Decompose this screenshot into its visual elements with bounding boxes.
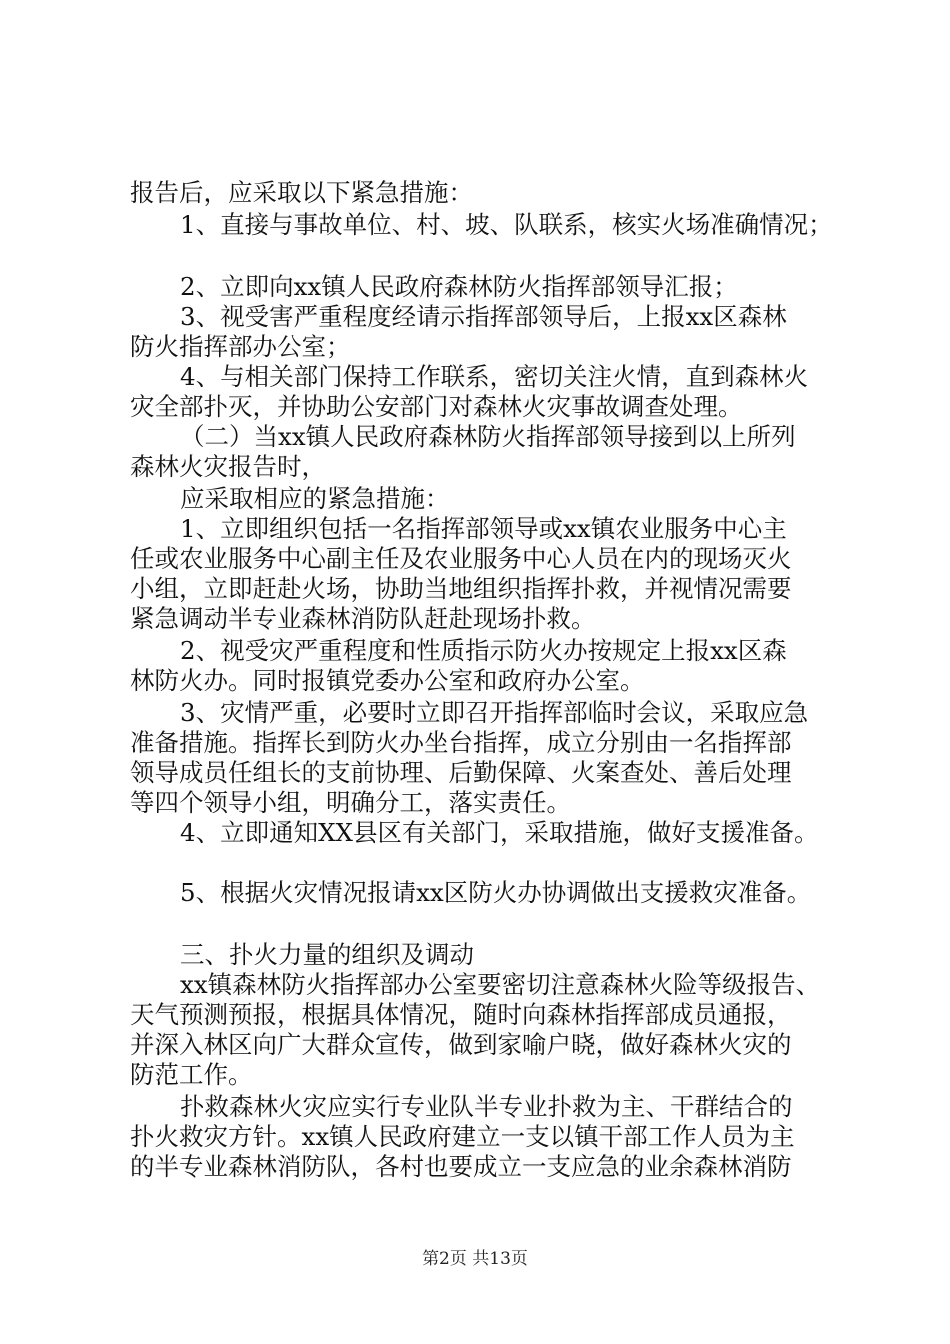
- text-line: 1、直接与事故单位、村、坡、队联系，核实火场准确情况；: [180, 210, 833, 239]
- section-heading: 三、扑火力量的组织及调动: [180, 940, 474, 969]
- text-line: 1、立即组织包括一名指挥部领导或xx镇农业服务中心主: [180, 514, 787, 543]
- text-line: 扑火救灾方针。xx镇人民政府建立一支以镇干部工作人员为主: [130, 1122, 795, 1151]
- text-line: 天气预测预报，根据具体情况，随时向森林指挥部成员通报，: [130, 1000, 792, 1029]
- text-line: 4、立即通知XX县区有关部门，采取措施，做好支援准备。: [180, 818, 819, 847]
- text-line: 灾全部扑灭，并协助公安部门对森林火灾事故调查处理。: [130, 392, 743, 421]
- page-footer: 第2页 共13页: [422, 1249, 528, 1269]
- text-line: 扑救森林火灾应实行专业队半专业扑救为主、干群结合的: [180, 1092, 793, 1121]
- text-line: 3、灾情严重，必要时立即召开指挥部临时会议，采取应急: [180, 698, 809, 727]
- text-line: （二）当xx镇人民政府森林防火指挥部领导接到以上所列: [180, 422, 796, 451]
- text-line: 5、根据火灾情况报请xx区防火办协调做出支援救灾准备。: [180, 878, 812, 907]
- text-line: 森林火灾报告时，: [130, 452, 326, 481]
- text-line: 3、视受害严重程度经请示指挥部领导后，上报xx区森林: [180, 302, 787, 331]
- text-line: 紧急调动半专业森林消防队赶赴现场扑救。: [130, 604, 596, 633]
- text-line: 小组，立即赶赴火场，协助当地组织指挥扑救，并视情况需要: [130, 574, 792, 603]
- text-line: 领导成员任组长的支前协理、后勤保障、火案查处、善后处理: [130, 758, 792, 787]
- text-line: 林防火办。同时报镇党委办公室和政府办公室。: [130, 666, 645, 695]
- text-line: 应采取相应的紧急措施：: [180, 484, 450, 513]
- text-line: 防火指挥部办公室；: [130, 332, 351, 361]
- text-line: 的半专业森林消防队，各村也要成立一支应急的业余森林消防: [130, 1152, 792, 1181]
- text-line: 2、立即向xx镇人民政府森林防火指挥部领导汇报；: [180, 272, 738, 301]
- text-line: 4、与相关部门保持工作联系，密切关注火情，直到森林火: [180, 362, 809, 391]
- text-line: 报告后，应采取以下紧急措施：: [130, 178, 473, 207]
- text-line: 2、视受灾严重程度和性质指示防火办按规定上报xx区森: [180, 636, 787, 665]
- text-line: 任或农业服务中心副主任及农业服务中心人员在内的现场灭火: [130, 544, 792, 573]
- text-line: 并深入林区向广大群众宣传，做到家喻户晓，做好森林火灾的: [130, 1030, 792, 1059]
- text-line: 等四个领导小组，明确分工，落实责任。: [130, 788, 571, 817]
- text-line: xx镇森林防火指挥部办公室要密切注意森林火险等级报告、: [180, 970, 821, 999]
- text-line: 准备措施。指挥长到防火办坐台指挥，成立分别由一名指挥部: [130, 728, 792, 757]
- text-line: 防范工作。: [130, 1060, 253, 1089]
